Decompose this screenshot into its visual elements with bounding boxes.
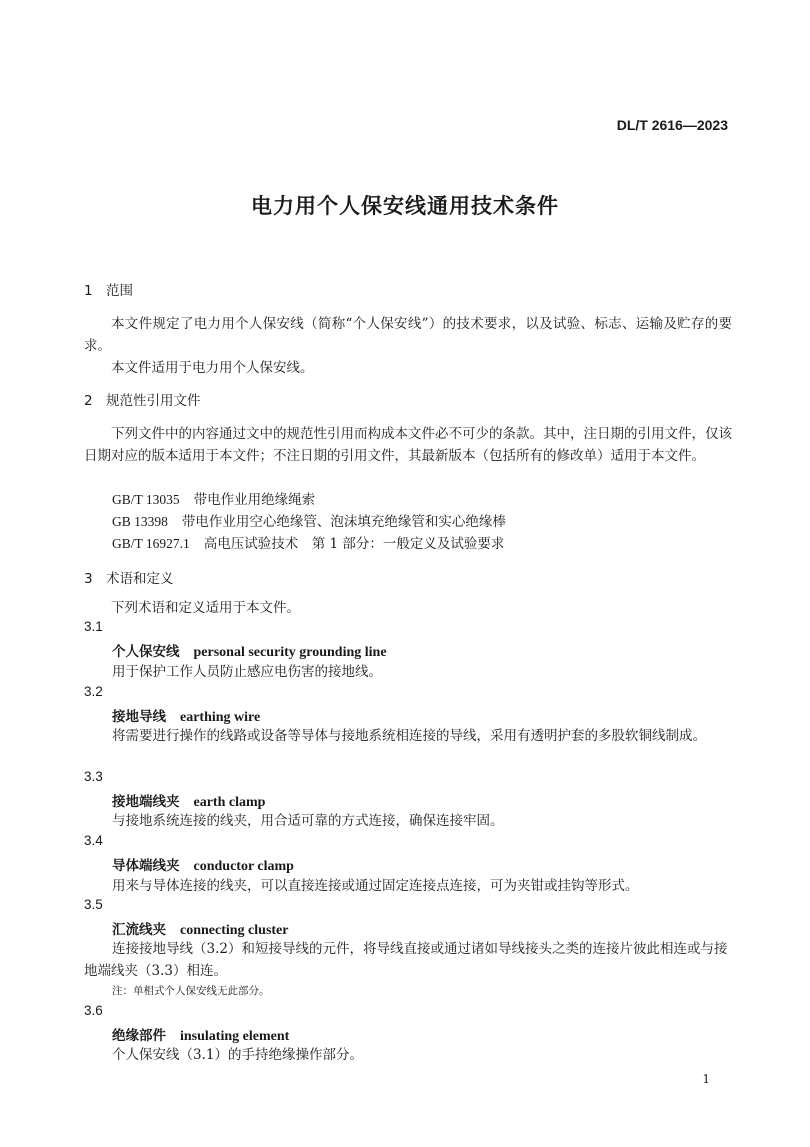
scope-paragraph-1: 本文件规定了电力用个人保安线（简称“个人保安线”）的技术要求，以及试验、标志、运输及贮存的要求。 bbox=[84, 316, 732, 354]
reference-title: 带电作业用空心绝缘管、泡沫填充绝缘管和实心绝缘棒 bbox=[181, 514, 506, 530]
term-zh: 接地导线 bbox=[112, 709, 166, 725]
term-en: insulating element bbox=[180, 1029, 290, 1044]
term-title bbox=[112, 1024, 289, 1045]
term-en: personal security grounding line bbox=[193, 645, 387, 660]
term-number: 3.4 bbox=[84, 833, 103, 848]
term-title bbox=[112, 918, 288, 939]
term-en: earth clamp bbox=[193, 795, 266, 810]
section-number: 1 bbox=[84, 283, 93, 299]
term-en: earthing wire bbox=[180, 710, 261, 725]
section-title: 术语和定义 bbox=[106, 571, 174, 587]
term-en: connecting cluster bbox=[180, 923, 289, 938]
section-title: 规范性引用文件 bbox=[106, 393, 201, 409]
term-definition: 将需要进行操作的线路或设备等导体与接地系统相连接的导线，采用有透明护套的多股软铜线制成。 bbox=[112, 728, 706, 744]
term-definition: 用于保护工作人员防止感应电伤害的接地线。 bbox=[112, 664, 382, 680]
term-zh: 导体端线夹 bbox=[112, 858, 180, 874]
term-en: conductor clamp bbox=[193, 859, 294, 874]
reference-code: GB 13398 bbox=[112, 514, 168, 529]
section-title: 范围 bbox=[106, 283, 133, 299]
term-number: 3.1 bbox=[84, 619, 103, 634]
reference-title: 带电作业用绝缘绳索 bbox=[193, 492, 316, 508]
term-definition: 用来与导体连接的线夹，可以直接连接或通过固定连接点连接，可为夹钳或挂钩等形式。 bbox=[112, 878, 639, 894]
term-number: 3.3 bbox=[84, 769, 103, 784]
term-zh: 个人保安线 bbox=[112, 644, 180, 660]
section-number: 2 bbox=[84, 393, 93, 409]
reference-item bbox=[112, 488, 315, 508]
term-title bbox=[112, 854, 294, 875]
reference-code: GB/T 13035 bbox=[112, 492, 180, 507]
document-title: 电力用个人保安线通用技术条件 bbox=[251, 194, 559, 218]
reference-item bbox=[112, 510, 506, 530]
term-number: 3.5 bbox=[84, 897, 103, 912]
section-number: 3 bbox=[84, 571, 93, 587]
section-heading-2 bbox=[84, 389, 201, 409]
page-number: 1 bbox=[702, 1072, 710, 1086]
term-note: 注：单相式个人保安线无此部分。 bbox=[112, 985, 270, 997]
term-number: 3.2 bbox=[84, 684, 103, 699]
term-title bbox=[112, 705, 260, 726]
terms-intro: 下列术语和定义适用于本文件。 bbox=[111, 600, 300, 616]
term-zh: 汇流线夹 bbox=[112, 922, 166, 938]
term-zh: 绝缘部件 bbox=[112, 1028, 166, 1044]
term-title bbox=[112, 790, 265, 811]
section-heading-1 bbox=[84, 279, 133, 299]
term-zh: 接地端线夹 bbox=[112, 794, 180, 810]
term-number: 3.6 bbox=[84, 1003, 103, 1018]
reference-title: 高电压试验技术 第 1 部分：一般定义及试验要求 bbox=[203, 536, 505, 552]
section-heading-3 bbox=[84, 567, 174, 587]
term-definition: 个人保安线（3.1）的手持绝缘操作部分。 bbox=[112, 1047, 363, 1063]
term-definition: 连接接地导线（3.2）和短接导线的元件，将导线直接或通过诸如导线接头之类的连接片彼此相连或与接地端线夹（3.3）相连。 bbox=[84, 941, 728, 979]
reference-code: GB/T 16927.1 bbox=[112, 536, 190, 551]
term-title bbox=[112, 640, 387, 661]
document-number: DL/T 2616—2023 bbox=[616, 117, 728, 133]
normative-refs-paragraph: 下列文件中的内容通过文中的规范性引用而构成本文件必不可少的条款。其中，注日期的引用文件，仅该日期对应的版本适用于本文件；不注日期的引用文件，其最新版本（包括所有的修改单）适用于本文件。 bbox=[84, 426, 732, 464]
scope-paragraph-2: 本文件适用于电力用个人保安线。 bbox=[111, 360, 314, 376]
term-definition: 与接地系统连接的线夹，用合适可靠的方式连接，确保连接牢固。 bbox=[112, 813, 504, 829]
reference-item bbox=[112, 532, 504, 552]
